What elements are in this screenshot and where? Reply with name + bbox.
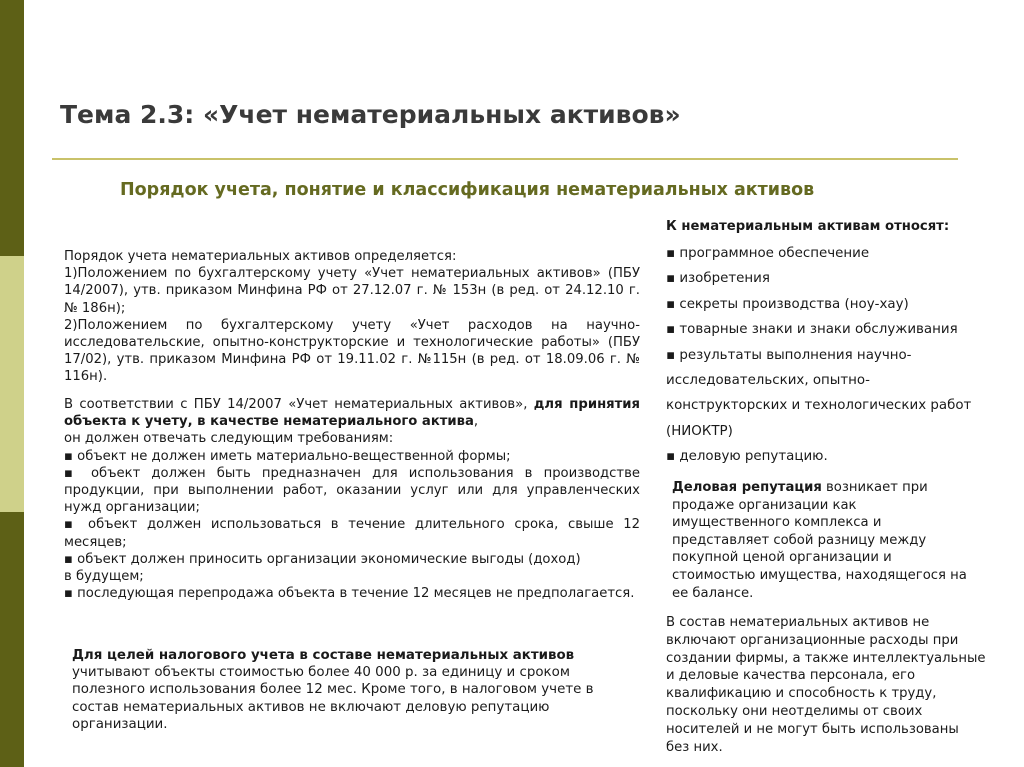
req-rest: , он должен отвечать следующим требованиям: ▪ объект не должен иметь материально-вещественной формы; ▪ объект должен быть предназначен для использования в производстве продукции, при выполнении работ, оказании услуг или для управленческих нужд организации; ▪ объект должен использоваться в течение длительного срока, свыше 12 месяцев; ▪ объект должен приносить организации экономические выгоды (доход) в будущем; ▪ последующая перепродажа объекта в течение 12 месяцев не предполагается. [64, 414, 640, 602]
slide-title: Тема 2.3: «Учет нематериальных активов» [60, 100, 681, 129]
goodwill-bold: Деловая репутация [672, 480, 822, 495]
requirements-block [64, 396, 640, 602]
left-bar-middle [0, 256, 24, 512]
tax-bold: Для целей налогового учета в составе нематериальных активов [72, 648, 575, 663]
exclusions-block: В состав нематериальных активов не включают организационные расходы при создании фирмы, а также интеллектуальные и деловые качества персонала, его квалификацию и способность к труду, поскольку они неотделимы от своих носителей и не могут быть использованы без них. [666, 615, 986, 755]
list-item: исследовательских, опытно- [666, 373, 870, 389]
order-block [64, 248, 640, 386]
list-item: ▪ деловую репутацию. [666, 449, 828, 465]
list-item: ▪ результаты выполнения научно- [666, 347, 912, 363]
req-intro: В соответствии с ПБУ 14/2007 «Учет нематериальных активов», [64, 397, 534, 412]
list-item: ▪ товарные знаки и знаки обслуживания [666, 322, 958, 338]
order-text: Порядок учета нематериальных активов определяется: 1)Положением по бухгалтерскому учету «Учет нематериальных активов» (ПБУ 14/2007), утв. приказом Минфина РФ от 27.12.07 г. № 153н (в ред. от 24.12.10 г. № 186н); 2)Положением по бухгалтерскому учету «Учет расходов на научно-исследовательские, опытно-конструкторские и технологические работы» (ПБУ 17/02), утв. приказом Минфина РФ от 19.11.02 г. №115н (в ред. от 18.09.06 г. № 116н). [64, 249, 640, 385]
list-item: ▪ секреты производства (ноу-хау) [666, 296, 909, 312]
goodwill-rest: возникает при продаже организации как имущественного комплекса и представляет собой разницу между покупной ценой организации и стоимостью имущества, находящегося на ее балансе. [672, 480, 967, 601]
slide-subtitle: Порядок учета, понятие и классификация нематериальных активов [120, 180, 815, 200]
list-item: ▪ изобретения [666, 271, 770, 287]
tax-block [72, 647, 622, 733]
goodwill-block [672, 479, 972, 602]
assets-list [666, 241, 1006, 470]
tax-rest: учитывают объекты стоимостью более 40 000 р. за единицу и сроком полезного использования более 12 мес. Кроме того, в налоговом учете в состав нематериальных активов не включают деловую репутацию организации. [72, 665, 594, 732]
list-item: конструкторских и технологических работ [666, 398, 972, 414]
title-divider [52, 158, 958, 160]
assets-heading: К нематериальным активам относят: [666, 219, 950, 234]
list-item: ▪ программное обеспечение [666, 246, 870, 261]
req-bold: для принятия объекта к учету, в качестве нематериального актива [64, 397, 641, 430]
list-item: (НИОКТР) [666, 423, 733, 439]
left-bar-top [0, 0, 24, 256]
left-bar-bottom [0, 512, 24, 767]
